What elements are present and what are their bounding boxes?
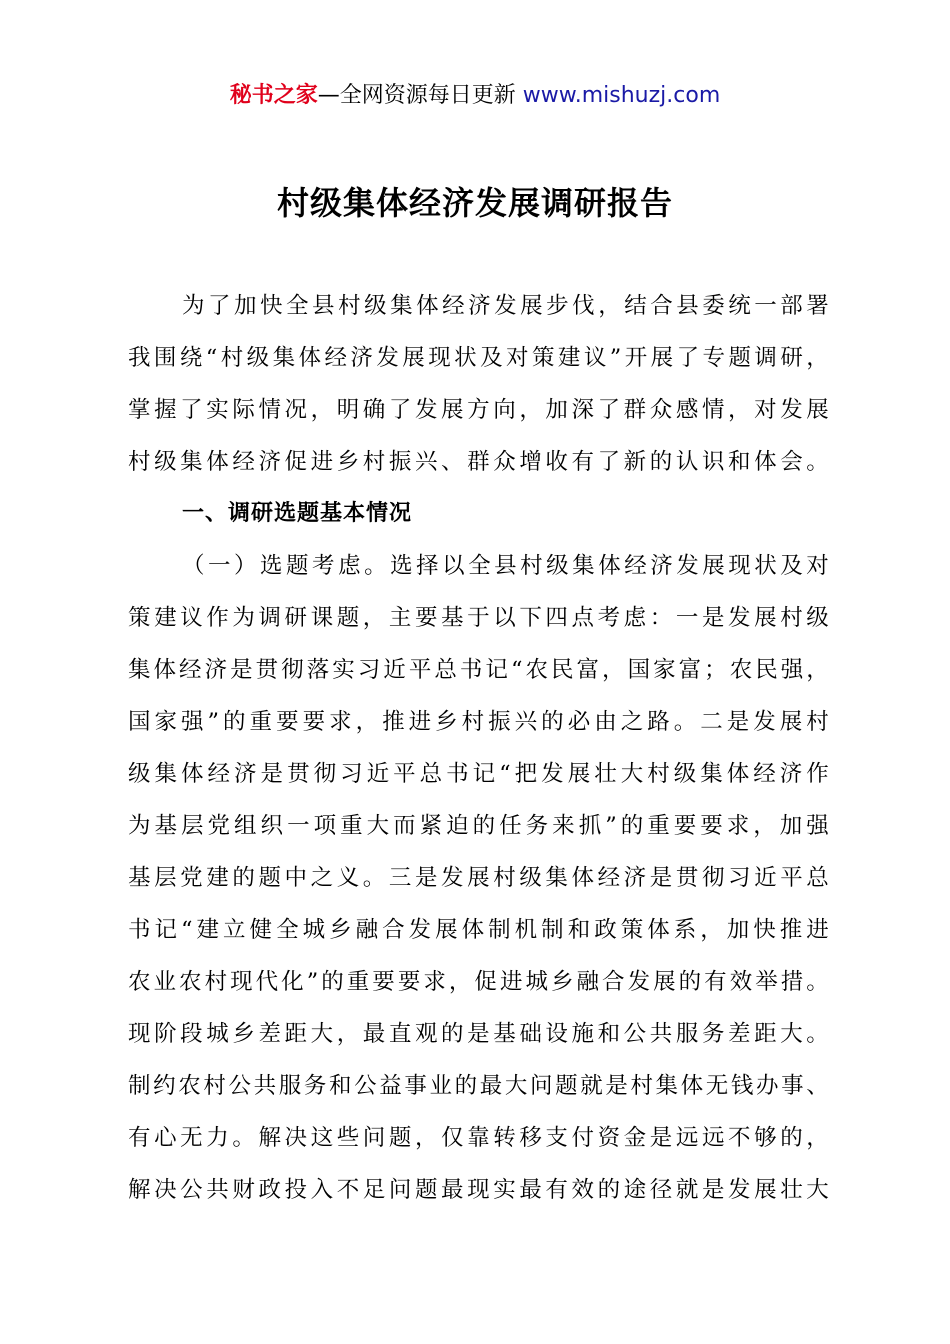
paragraph-line: 解决公共财政投入不足问题最现实最有效的途径就是发展壮大: [128, 1177, 830, 1203]
paragraph-line: 为基层党组织一项重大而紧迫的任务来抓”的重要要求，加强: [128, 813, 830, 839]
document-title: 村级集体经济发展调研报告: [276, 184, 673, 222]
paragraph-line: （一）选题考虑。选择以全县村级集体经济发展现状及对: [182, 553, 830, 579]
paragraph-line: 集体经济是贯彻落实习近平总书记“农民富，国家富；农民强，: [128, 657, 830, 683]
paragraph-line: 制约农村公共服务和公益事业的最大问题就是村集体无钱办事、: [128, 1073, 830, 1099]
paragraph-line: 国家强”的重要要求，推进乡村振兴的必由之路。二是发展村: [128, 709, 830, 735]
site-url-link[interactable]: www.mishuzj.com: [522, 83, 721, 108]
paragraph-line: 现阶段城乡差距大，最直观的是基础设施和公共服务差距大。: [128, 1021, 830, 1047]
paragraph-line: 村级集体经济促进乡村振兴、群众增收有了新的认识和体会。: [128, 449, 830, 475]
paragraph-line: 书记“建立健全城乡融合发展体制机制和政策体系，加快推进: [128, 917, 830, 943]
paragraph-line: 为了加快全县村级集体经济发展步伐，结合县委统一部署: [182, 293, 830, 319]
site-slogan: —全网资源每日更新: [317, 83, 523, 108]
section-heading: 一、调研选题基本情况: [182, 501, 413, 526]
site-brand: 秘书之家: [229, 83, 318, 108]
paragraph-line: 策建议作为调研课题，主要基于以下四点考虑：一是发展村级: [128, 605, 830, 631]
paragraph-line: 掌握了实际情况，明确了发展方向，加深了群众感情，对发展: [128, 397, 830, 423]
site-header: [0, 80, 950, 112]
paragraph-line: 基层党建的题中之义。三是发展村级集体经济是贯彻习近平总: [128, 865, 830, 891]
paragraph-line: 有心无力。解决这些问题，仅靠转移支付资金是远远不够的，: [128, 1125, 830, 1151]
document-body: [128, 280, 830, 1216]
paragraph-line: 级集体经济是贯彻习近平总书记“把发展壮大村级集体经济作: [128, 761, 830, 787]
paragraph-line: 农业农村现代化”的重要要求，促进城乡融合发展的有效举措。: [128, 969, 830, 995]
paragraph-line: 我围绕“村级集体经济发展现状及对策建议”开展了专题调研，: [128, 345, 830, 371]
